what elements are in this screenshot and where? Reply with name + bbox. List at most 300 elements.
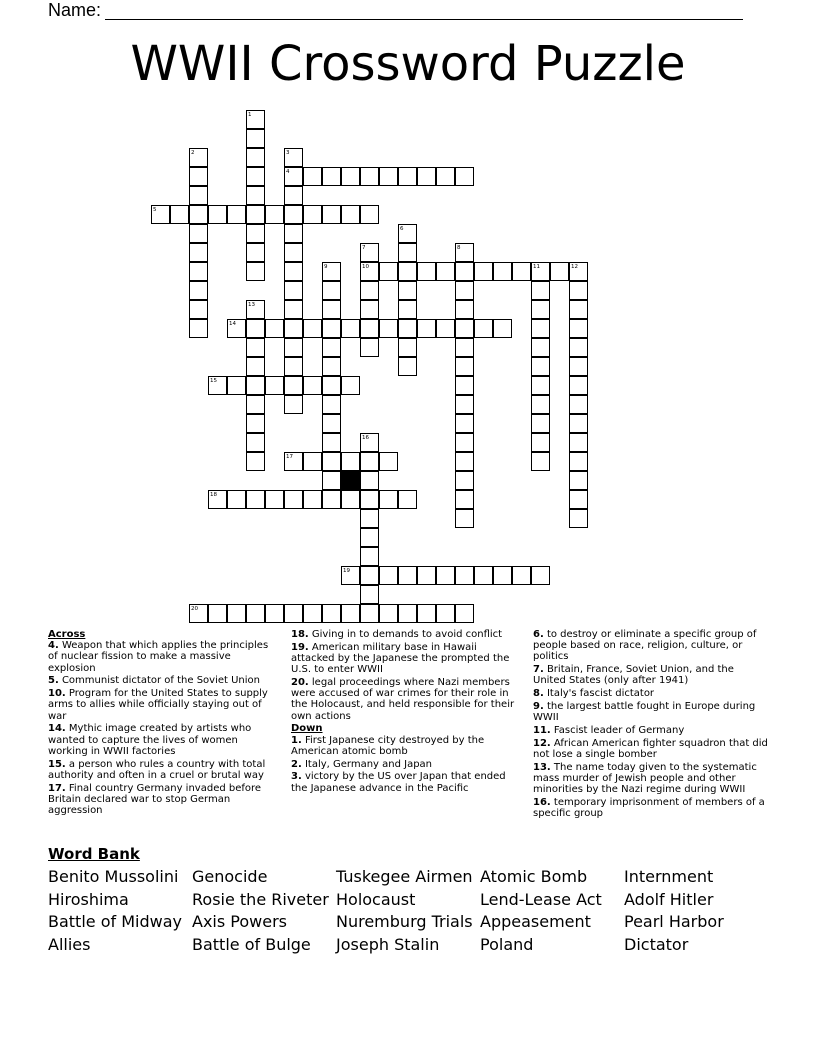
crossword-cell[interactable] <box>189 300 208 319</box>
crossword-cell[interactable] <box>569 262 588 281</box>
crossword-cell[interactable] <box>398 490 417 509</box>
clue-number: 15 <box>210 378 217 384</box>
crossword-cell[interactable] <box>512 566 531 585</box>
crossword-cell[interactable] <box>303 490 322 509</box>
crossword-cell[interactable] <box>360 281 379 300</box>
clue-number: 7 <box>362 245 366 251</box>
crossword-cell[interactable] <box>360 547 379 566</box>
crossword-cell[interactable] <box>208 490 227 509</box>
clue-number: 8 <box>457 245 461 251</box>
crossword-cell[interactable] <box>398 281 417 300</box>
crossword-cell[interactable] <box>284 167 303 186</box>
crossword-cell[interactable] <box>322 376 341 395</box>
crossword-cell[interactable] <box>455 509 474 528</box>
crossword-cell[interactable] <box>455 338 474 357</box>
clue-text: Giving in to demands to avoid conflict <box>308 629 503 640</box>
crossword-cell[interactable] <box>360 433 379 452</box>
crossword-cell[interactable] <box>417 566 436 585</box>
clue-number: 14 <box>229 321 236 327</box>
crossword-cell[interactable] <box>227 376 246 395</box>
word-bank <box>48 866 788 957</box>
crossword-cell[interactable] <box>246 414 265 433</box>
crossword-cell[interactable] <box>322 205 341 224</box>
crossword-cell[interactable] <box>455 167 474 186</box>
crossword-cell[interactable] <box>227 490 246 509</box>
crossword-cell[interactable] <box>360 205 379 224</box>
clue-item <box>533 762 769 796</box>
clue-number: 12 <box>571 264 578 270</box>
clue-item <box>533 629 769 663</box>
crossword-cell[interactable] <box>417 262 436 281</box>
crossword-cell[interactable] <box>455 376 474 395</box>
word-bank-item: Battle of Bulge <box>192 935 311 955</box>
crossword-cell[interactable] <box>379 566 398 585</box>
crossword-cell[interactable] <box>246 129 265 148</box>
crossword-cell[interactable] <box>360 604 379 623</box>
crossword-cell[interactable] <box>379 452 398 471</box>
crossword-cell[interactable] <box>493 262 512 281</box>
crossword-cell[interactable] <box>512 262 531 281</box>
crossword-cell[interactable] <box>246 433 265 452</box>
clue-number: 19 <box>343 568 350 574</box>
crossword-cell[interactable] <box>531 452 550 471</box>
crossword-cell[interactable] <box>531 281 550 300</box>
crossword-cell[interactable] <box>455 281 474 300</box>
crossword-cell[interactable] <box>189 243 208 262</box>
clue-number-label: 20. <box>291 677 309 688</box>
clue-number: 2 <box>191 150 195 156</box>
clue-text: Weapon that which applies the principles of nuclear fission to make a massive explosion <box>48 640 269 674</box>
clue-text: to destroy or eliminate a specific group of people based on race, religion, culture, or politics <box>533 629 757 663</box>
crossword-cell[interactable] <box>322 471 341 490</box>
clue-column-1 <box>48 629 280 818</box>
clue-number-label: 18. <box>291 629 309 640</box>
crossword-cell[interactable] <box>322 357 341 376</box>
crossword-cell[interactable] <box>569 357 588 376</box>
crossword-cell[interactable] <box>322 338 341 357</box>
crossword-cell[interactable] <box>227 604 246 623</box>
crossword-cell[interactable] <box>227 205 246 224</box>
crossword-cell[interactable] <box>379 319 398 338</box>
crossword-cell[interactable] <box>246 148 265 167</box>
clue-number-label: 2. <box>291 758 302 770</box>
crossword-cell[interactable] <box>360 300 379 319</box>
clue-text: temporary imprisonment of members of a specific group <box>533 797 765 820</box>
word-bank-item: Pearl Harbor <box>624 912 724 932</box>
clue-section-heading: Down <box>291 723 323 735</box>
crossword-cell[interactable] <box>531 319 550 338</box>
clue-text: Program for the United States to supply arms to allies while officially staying out of war <box>48 688 268 722</box>
word-bank-item: Joseph Stalin <box>336 935 440 955</box>
crossword-cell[interactable] <box>436 167 455 186</box>
crossword-cell[interactable] <box>189 262 208 281</box>
crossword-cell[interactable] <box>246 319 265 338</box>
crossword-cell[interactable] <box>569 281 588 300</box>
clue-number-label: 10. <box>48 688 66 700</box>
crossword-cell[interactable] <box>284 186 303 205</box>
crossword-cell[interactable] <box>455 357 474 376</box>
crossword-cell[interactable] <box>474 262 493 281</box>
crossword-cell[interactable] <box>455 395 474 414</box>
crossword-cell[interactable] <box>417 319 436 338</box>
crossword-cell[interactable] <box>341 319 360 338</box>
clue-item <box>291 677 523 722</box>
word-bank-item: Adolf Hitler <box>624 889 714 909</box>
crossword-cell[interactable] <box>455 414 474 433</box>
crossword-cell[interactable] <box>284 604 303 623</box>
crossword-cell[interactable] <box>569 319 588 338</box>
crossword-cell[interactable] <box>531 433 550 452</box>
crossword-cell[interactable] <box>246 395 265 414</box>
clue-number: 11 <box>533 264 540 270</box>
clue-text: Fascist leader of Germany <box>550 725 685 736</box>
word-bank-item: Axis Powers <box>192 912 287 932</box>
crossword-cell[interactable] <box>246 110 265 129</box>
word-bank-item: Rosie the Riveter <box>192 889 329 909</box>
crossword-cell[interactable] <box>360 452 379 471</box>
crossword-cell[interactable] <box>360 471 379 490</box>
crossword-cell[interactable] <box>569 376 588 395</box>
crossword-cell[interactable] <box>284 338 303 357</box>
crossword-cell[interactable] <box>379 262 398 281</box>
crossword-cell[interactable] <box>246 338 265 357</box>
crossword-cell[interactable] <box>246 452 265 471</box>
clue-number: 13 <box>248 302 255 308</box>
clue-text: The name today given to the systematic mass murder of Jewish people and other minorities by the Nazi regime during WWII <box>533 761 757 796</box>
clue-item <box>533 688 769 699</box>
crossword-cell[interactable] <box>303 604 322 623</box>
word-bank-item: Atomic Bomb <box>480 867 588 886</box>
crossword-cell[interactable] <box>284 205 303 224</box>
crossword-cell[interactable] <box>322 414 341 433</box>
clue-text: African American fighter squadron that did not lose a single bomber <box>533 737 768 760</box>
clue-text: American military base in Hawaii attacked by the Japanese the prompted the U.S. to enter WWII <box>291 641 510 676</box>
crossword-cell[interactable] <box>322 604 341 623</box>
crossword-cell[interactable] <box>208 604 227 623</box>
clue-item <box>291 735 523 757</box>
clue-item <box>48 675 280 686</box>
crossword-cell[interactable] <box>455 300 474 319</box>
crossword-cell[interactable] <box>455 566 474 585</box>
crossword-cell[interactable] <box>246 357 265 376</box>
crossword-cell[interactable] <box>322 300 341 319</box>
crossword-cell[interactable] <box>398 566 417 585</box>
crossword-cell[interactable] <box>455 452 474 471</box>
crossword-cell[interactable] <box>170 205 189 224</box>
clue-column-2 <box>291 629 523 795</box>
crossword-cell[interactable] <box>531 395 550 414</box>
crossword-cell[interactable] <box>322 262 341 281</box>
clue-text: legal proceedings where Nazi members were accused of war crimes for their role in the Holocaust, and held responsible for their own actions <box>291 677 515 722</box>
crossword-cell[interactable] <box>455 243 474 262</box>
crossword-cell[interactable] <box>493 319 512 338</box>
crossword-cell[interactable] <box>246 300 265 319</box>
crossword-cell[interactable] <box>246 205 265 224</box>
crossword-cell[interactable] <box>246 243 265 262</box>
page-title: WWII Crossword Puzzle <box>130 36 686 92</box>
crossword-cell[interactable] <box>569 300 588 319</box>
crossword-cell[interactable] <box>379 167 398 186</box>
crossword-cell[interactable] <box>341 566 360 585</box>
crossword-cell[interactable] <box>569 414 588 433</box>
crossword-cell[interactable] <box>303 205 322 224</box>
black-cell <box>341 471 360 490</box>
crossword-cell[interactable] <box>322 452 341 471</box>
crossword-cell[interactable] <box>151 205 170 224</box>
crossword-cell[interactable] <box>360 167 379 186</box>
crossword-cell[interactable] <box>531 376 550 395</box>
crossword-cell[interactable] <box>341 604 360 623</box>
clue-text: Italy, Germany and Japan <box>301 758 433 770</box>
clue-text: Britain, France, Soviet Union, and the United States (only after 1941) <box>533 664 734 687</box>
clue-number-label: 4. <box>48 640 59 652</box>
crossword-cell[interactable] <box>493 566 512 585</box>
crossword-cell[interactable] <box>208 205 227 224</box>
crossword-cell[interactable] <box>208 376 227 395</box>
crossword-cell[interactable] <box>379 604 398 623</box>
crossword-cell[interactable] <box>246 604 265 623</box>
clue-number-label: 3. <box>291 771 302 783</box>
clue-text: a person who rules a country with total authority and often in a cruel or brutal way <box>48 758 266 781</box>
crossword-cell[interactable] <box>303 167 322 186</box>
crossword-cell[interactable] <box>284 224 303 243</box>
clue-number-label: 8. <box>533 688 544 700</box>
crossword-cell[interactable] <box>455 319 474 338</box>
crossword-cell[interactable] <box>550 262 569 281</box>
clue-item <box>533 797 769 819</box>
crossword-cell[interactable] <box>360 509 379 528</box>
crossword-cell[interactable] <box>265 490 284 509</box>
crossword-cell[interactable] <box>455 490 474 509</box>
clue-number: 6 <box>400 226 404 232</box>
word-bank-item: Benito Mussolini <box>48 867 179 886</box>
word-bank-item: Nuremburg Trials <box>336 912 473 932</box>
crossword-cell[interactable] <box>322 490 341 509</box>
clue-number: 9 <box>324 264 328 270</box>
word-bank-item: Internment <box>624 867 714 886</box>
clue-item <box>291 771 523 793</box>
crossword-cell[interactable] <box>341 490 360 509</box>
crossword-cell[interactable] <box>569 395 588 414</box>
crossword-cell[interactable] <box>360 566 379 585</box>
word-bank-item: Battle of Midway <box>48 912 182 932</box>
word-bank-item: Dictator <box>624 935 689 955</box>
crossword-cell[interactable] <box>531 338 550 357</box>
crossword-cell[interactable] <box>189 167 208 186</box>
crossword-cell[interactable] <box>398 357 417 376</box>
crossword-cell[interactable] <box>455 604 474 623</box>
crossword-cell[interactable] <box>398 319 417 338</box>
crossword-cell[interactable] <box>322 433 341 452</box>
crossword-cell[interactable] <box>398 338 417 357</box>
clue-number: 17 <box>286 454 293 460</box>
crossword-cell[interactable] <box>436 319 455 338</box>
crossword-cell[interactable] <box>569 452 588 471</box>
word-bank-item: Holocaust <box>336 889 416 909</box>
crossword-cell[interactable] <box>360 585 379 604</box>
crossword-cell[interactable] <box>265 205 284 224</box>
crossword-cell[interactable] <box>569 509 588 528</box>
crossword-cell[interactable] <box>360 262 379 281</box>
clue-number-label: 17. <box>48 782 66 794</box>
crossword-cell[interactable] <box>189 319 208 338</box>
clue-number: 16 <box>362 435 369 441</box>
clue-number-label: 1. <box>291 734 302 746</box>
crossword-cell[interactable] <box>531 300 550 319</box>
crossword-cell[interactable] <box>246 167 265 186</box>
crossword-cell[interactable] <box>303 452 322 471</box>
crossword-cell[interactable] <box>265 319 284 338</box>
crossword-cell[interactable] <box>322 281 341 300</box>
word-bank-item: Allies <box>48 935 91 955</box>
crossword-cell[interactable] <box>284 281 303 300</box>
crossword-cell[interactable] <box>398 224 417 243</box>
crossword-cell[interactable] <box>398 167 417 186</box>
crossword-cell[interactable] <box>227 319 246 338</box>
crossword-cell[interactable] <box>569 338 588 357</box>
clue-item <box>533 738 769 760</box>
clue-text: the largest battle fought in Europe during WWII <box>533 701 756 724</box>
crossword-cell[interactable] <box>284 395 303 414</box>
crossword-cell[interactable] <box>341 452 360 471</box>
crossword-cell[interactable] <box>360 319 379 338</box>
crossword-cell[interactable] <box>455 471 474 490</box>
crossword-cell[interactable] <box>360 338 379 357</box>
crossword-cell[interactable] <box>436 604 455 623</box>
crossword-cell[interactable] <box>284 319 303 338</box>
word-bank-item: Hiroshima <box>48 889 129 909</box>
crossword-cell[interactable] <box>284 376 303 395</box>
clue-item <box>48 723 280 757</box>
crossword-cell[interactable] <box>284 357 303 376</box>
crossword-cell[interactable] <box>474 566 493 585</box>
crossword-cell[interactable] <box>284 490 303 509</box>
crossword-cell[interactable] <box>360 490 379 509</box>
crossword-cell[interactable] <box>284 262 303 281</box>
crossword-cell[interactable] <box>284 243 303 262</box>
crossword-cell[interactable] <box>189 281 208 300</box>
crossword-cell[interactable] <box>569 471 588 490</box>
crossword-cell[interactable] <box>569 433 588 452</box>
crossword-cell[interactable] <box>246 490 265 509</box>
clue-text: Communist dictator of the Soviet Union <box>58 675 261 687</box>
crossword-cell[interactable] <box>455 433 474 452</box>
clue-item <box>291 759 523 770</box>
crossword-cell[interactable] <box>531 262 550 281</box>
crossword-cell[interactable] <box>417 167 436 186</box>
word-bank-item: Genocide <box>192 867 268 886</box>
crossword-cell[interactable] <box>284 300 303 319</box>
clue-number: 1 <box>248 112 252 118</box>
clue-number: 20 <box>191 606 198 612</box>
clue-number-label: 5. <box>48 675 59 687</box>
clue-number-label: 11. <box>533 725 551 736</box>
crossword-cell[interactable] <box>189 224 208 243</box>
word-bank-item: Appeasement <box>480 912 591 932</box>
clue-number: 18 <box>210 492 217 498</box>
crossword-cell[interactable] <box>246 186 265 205</box>
crossword-cell[interactable] <box>436 566 455 585</box>
clue-text: Final country Germany invaded before Britain declared war to stop German aggression <box>48 782 262 817</box>
crossword-cell[interactable] <box>322 319 341 338</box>
crossword-cell[interactable] <box>360 528 379 547</box>
crossword-cell[interactable] <box>284 452 303 471</box>
crossword-cell[interactable] <box>246 224 265 243</box>
clue-number-label: 7. <box>533 664 544 676</box>
clue-column-3 <box>533 629 769 821</box>
crossword-cell[interactable] <box>265 376 284 395</box>
crossword-cell[interactable] <box>531 414 550 433</box>
clue-text: First Japanese city destroyed by the American atomic bomb <box>291 734 485 757</box>
crossword-cell[interactable] <box>398 243 417 262</box>
clue-text: Italy's fascist dictator <box>543 688 655 700</box>
clue-item <box>533 701 769 723</box>
clue-item <box>291 642 523 676</box>
crossword-cell[interactable] <box>398 604 417 623</box>
crossword-cell[interactable] <box>341 376 360 395</box>
crossword-cell[interactable] <box>341 205 360 224</box>
crossword-cell[interactable] <box>303 319 322 338</box>
clue-number: 5 <box>153 207 157 213</box>
crossword-cell[interactable] <box>379 490 398 509</box>
clue-number-label: 16. <box>533 797 551 808</box>
crossword-cell[interactable] <box>189 186 208 205</box>
crossword-cell[interactable] <box>246 262 265 281</box>
clue-item <box>48 783 280 817</box>
clue-item <box>48 688 280 722</box>
crossword-cell[interactable] <box>189 148 208 167</box>
clue-number: 10 <box>362 264 369 270</box>
crossword-cell[interactable] <box>303 376 322 395</box>
clue-number: 4 <box>286 169 290 175</box>
word-bank-item: Lend-Lease Act <box>480 889 602 909</box>
clue-item <box>533 664 769 686</box>
clue-text: Mythic image created by artists who wanted to capture the lives of women working in WWII factories <box>48 723 252 757</box>
crossword-cell[interactable] <box>284 148 303 167</box>
crossword-cell[interactable] <box>531 566 550 585</box>
clue-number-label: 19. <box>291 641 309 653</box>
clue-number-label: 15. <box>48 758 66 770</box>
clue-item <box>533 725 769 736</box>
name-label: Name: <box>48 0 102 20</box>
crossword-cell[interactable] <box>360 243 379 262</box>
crossword-cell[interactable] <box>341 167 360 186</box>
clue-number-label: 9. <box>533 701 544 712</box>
crossword-cell[interactable] <box>398 300 417 319</box>
crossword-cell[interactable] <box>569 490 588 509</box>
crossword-cell[interactable] <box>455 262 474 281</box>
clue-number-label: 6. <box>533 629 544 640</box>
crossword-cell[interactable] <box>246 376 265 395</box>
crossword-cell[interactable] <box>417 604 436 623</box>
word-bank-title: Word Bank <box>48 845 140 863</box>
clue-item <box>48 759 280 781</box>
crossword-cell[interactable] <box>322 167 341 186</box>
clue-item <box>291 629 523 640</box>
crossword-cell[interactable] <box>436 262 455 281</box>
crossword-cell[interactable] <box>474 319 493 338</box>
crossword-cell[interactable] <box>322 395 341 414</box>
word-bank-item: Poland <box>480 935 534 955</box>
crossword-cell[interactable] <box>265 604 284 623</box>
crossword-cell[interactable] <box>189 205 208 224</box>
clue-number-label: 14. <box>48 723 66 735</box>
crossword-cell[interactable] <box>398 262 417 281</box>
clue-section-heading: Across <box>48 629 86 640</box>
clue-item <box>48 640 280 674</box>
crossword-cell[interactable] <box>189 604 208 623</box>
crossword-cell[interactable] <box>531 357 550 376</box>
